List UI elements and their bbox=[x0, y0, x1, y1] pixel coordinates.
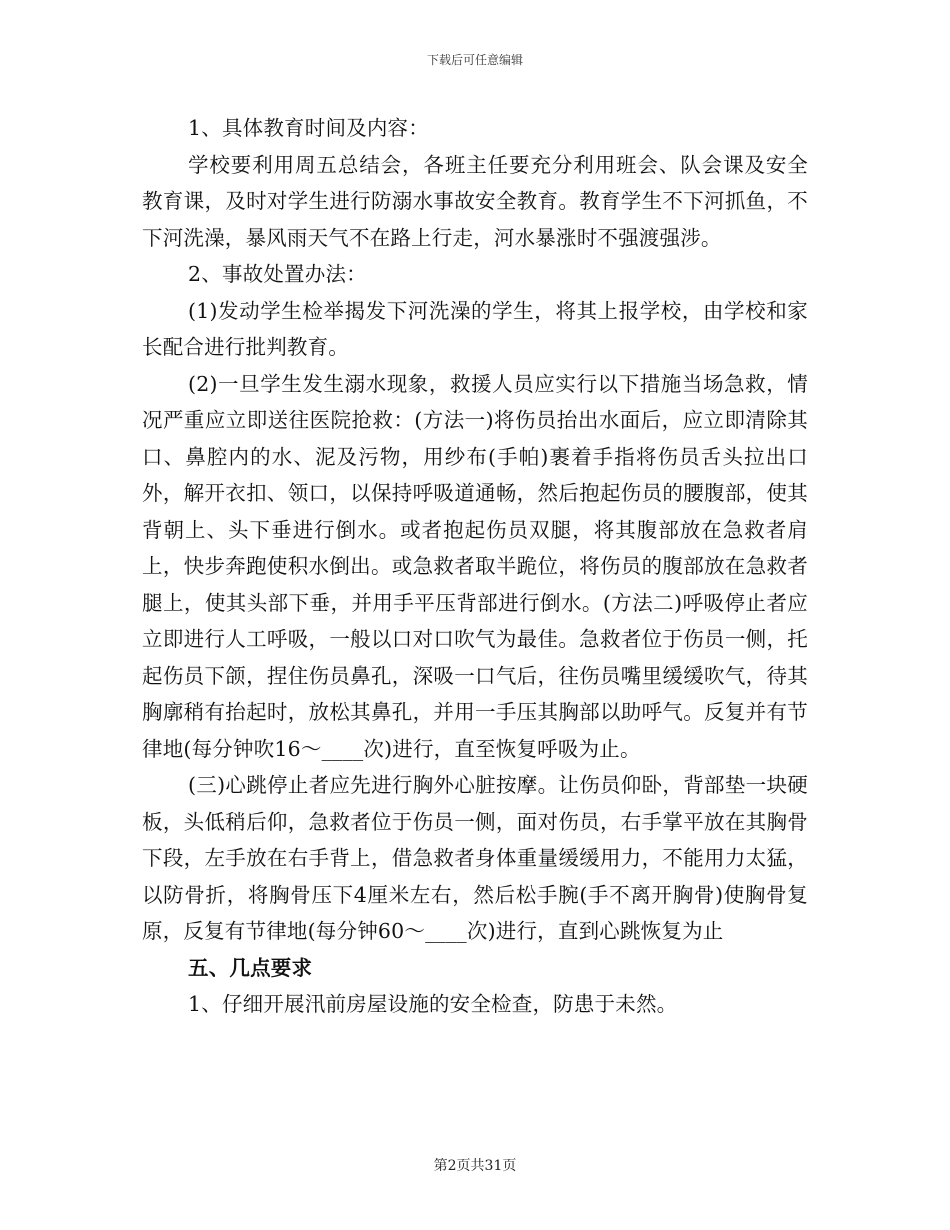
paragraph-requirement-1: 1、仔细开展汛前房屋设施的安全检查，防患于未然。 bbox=[188, 992, 678, 1016]
document-body bbox=[142, 110, 808, 1023]
paragraph-item-3: (三)心跳停止者应先进行胸外心脏按摩。让伤员仰卧，背部垫一块硬板，头低稍后仰，急救者位于伤员一侧，面对伤员，右手掌平放在其胸骨下段，左手放在右手背上，借急救者身体重量缓缓用力，不能用力太猛，以防骨折，将胸骨压下4厘米左右，然后松手腕(手不离开胸骨)使胸骨复原，反复有节律地(每分钟60～____次)进行，直到心跳恢复为止 bbox=[142, 773, 808, 943]
paragraph-item-1: (1)发动学生检举揭发下河洗澡的学生，将其上报学校，由学校和家长配合进行批判教育。 bbox=[142, 298, 808, 359]
paragraph-education-time: 1、具体教育时间及内容： bbox=[188, 116, 429, 140]
paragraph-item-2: (2)一旦学生发生溺水现象，救援人员应实行以下措施当场急救，情况严重应立即送往医院抢救：(方法一)将伤员抬出水面后，应立即清除其口、鼻腔内的水、泥及污物，用纱布(手帕)裹着手指将伤员舌头拉出口外，解开衣扣、领口，以保持呼吸道通畅，然后抱起伤员的腰腹部，使其背朝上、头下垂进行倒水。或者抱起伤员双腿，将其腹部放在急救者肩上，快步奔跑使积水倒出。或急救者取半跪位，将伤员的腹部放在急救者腿上，使其头部下垂，并用手平压背部进行倒水。(方法二)呼吸停止者应立即进行人工呼吸，一般以口对口吹气为最佳。急救者位于伤员一侧，托起伤员下颌，捏住伤员鼻孔，深吸一口气后，往伤员嘴里缓缓吹气，待其胸廓稍有抬起时，放松其鼻孔，并用一手压其胸部以助呼气。反复并有节律地(每分钟吹16～____次)进行，直至恢复呼吸为止。 bbox=[142, 371, 808, 761]
section-heading-requirements: 五、几点要求 bbox=[188, 955, 313, 980]
page-header: 下载后可任意编辑 bbox=[426, 53, 523, 67]
paragraph-education-content: 学校要利用周五总结会，各班主任要充分利用班会、队会课及安全教育课，及时对学生进行防溺水事故安全教育。教育学生不下河抓鱼，不下河洗澡，暴风雨天气不在路上行走，河水暴涨时不强渡强涉。 bbox=[142, 152, 808, 250]
paragraph-accident-handling: 2、事故处置办法： bbox=[188, 262, 367, 286]
page-footer: 第2页共31页 bbox=[433, 1158, 517, 1174]
